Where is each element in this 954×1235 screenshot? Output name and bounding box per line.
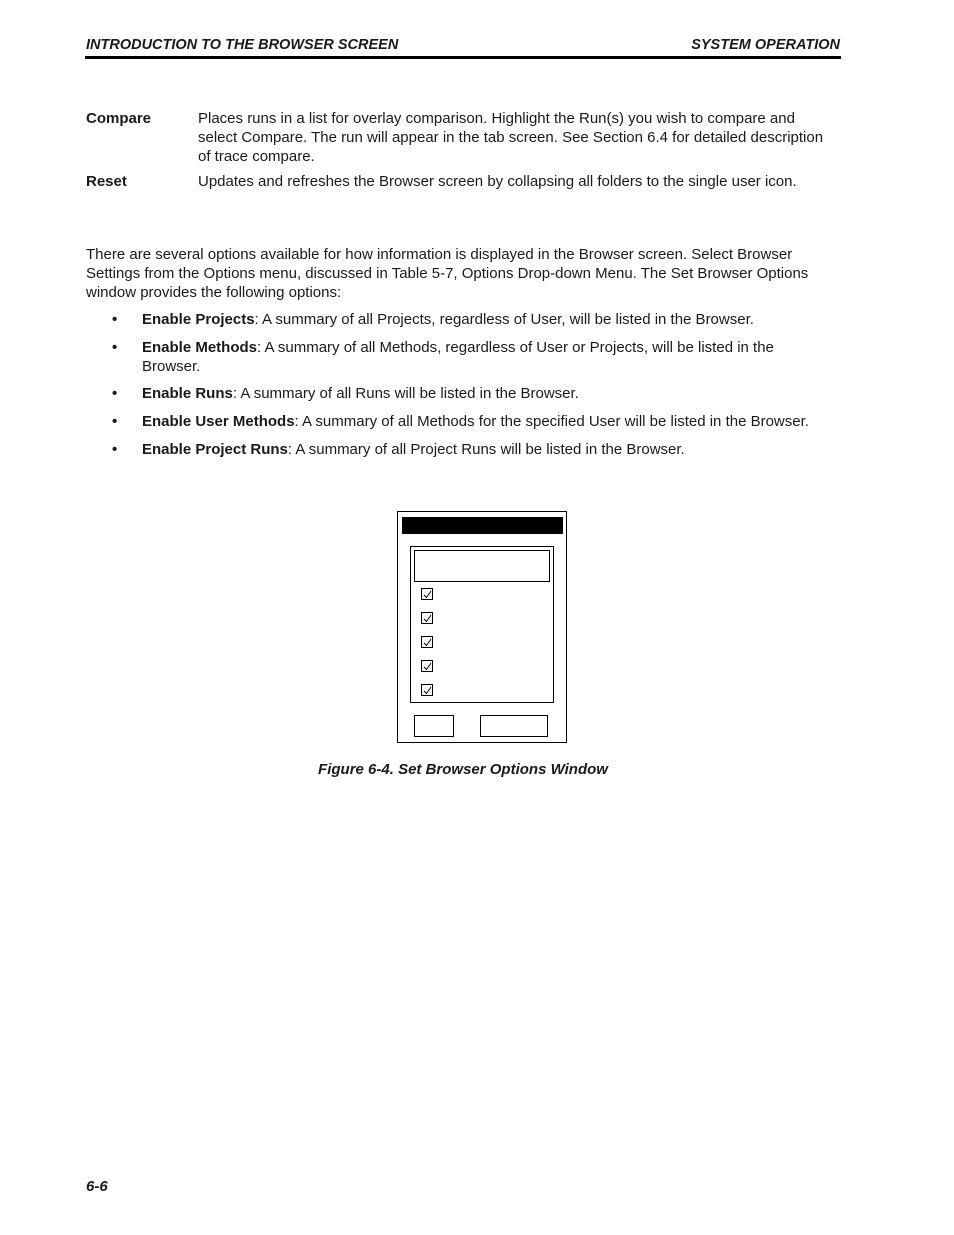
window-titlebar xyxy=(402,517,563,534)
bullet-icon: • xyxy=(112,385,118,403)
enable-projects-checkbox[interactable] xyxy=(421,588,433,600)
definition-description: Updates and refreshes the Browser screen by collapsing all folders to the single user icon. xyxy=(198,173,797,191)
bullet-icon: • xyxy=(112,338,118,356)
bullet-term: Enable Runs xyxy=(142,385,233,403)
options-panel xyxy=(410,546,554,703)
running-header xyxy=(85,36,841,59)
enable-methods-checkbox[interactable] xyxy=(421,612,433,624)
checkmark-icon xyxy=(423,662,432,671)
bullet-description: : A summary of all Methods, regardless of User or Projects, will be listed in the Browser. xyxy=(142,338,774,375)
checkmark-icon xyxy=(423,686,432,695)
bullet-description: : A summary of all Runs will be listed in the Browser. xyxy=(232,385,579,403)
bullet-icon: • xyxy=(112,413,118,431)
definition-reset xyxy=(86,173,846,192)
options-bullet-list xyxy=(110,311,830,469)
page-number: 6-6 xyxy=(86,1178,108,1195)
enable-project-runs-checkbox[interactable] xyxy=(421,684,433,696)
bullet-term: Enable Projects xyxy=(142,311,255,328)
ok-button[interactable] xyxy=(414,715,454,737)
bullet-term: Enable Methods xyxy=(142,338,258,356)
bullet-term: Enable Project Runs xyxy=(142,440,288,458)
list-item xyxy=(110,413,830,432)
definition-compare xyxy=(86,110,846,166)
user-field[interactable] xyxy=(414,550,550,582)
cancel-button[interactable] xyxy=(480,715,548,737)
enable-user-methods-checkbox[interactable] xyxy=(421,660,433,672)
checkmark-icon xyxy=(423,638,432,647)
checkmark-icon xyxy=(423,590,432,599)
bullet-icon: • xyxy=(112,311,118,328)
enable-runs-checkbox[interactable] xyxy=(421,636,433,648)
header-section-title: INTRODUCTION TO THE BROWSER SCREEN xyxy=(86,37,399,53)
bullet-description: : A summary of all Projects, regardless of User, will be listed in the Browser. xyxy=(254,311,754,328)
intro-paragraph: There are several options available for how information is displayed in the Browser screen. Select Browser Settings from the Options menu, discussed in Table 5-7, Options Drop-down Menu. The Set Browser Options window provides the following options: xyxy=(86,246,809,301)
list-item xyxy=(110,339,830,377)
header-chapter-title: SYSTEM OPERATION xyxy=(691,37,840,53)
list-item xyxy=(110,311,830,330)
checkmark-icon xyxy=(423,614,432,623)
bullet-term: Enable User Methods xyxy=(142,413,295,431)
bullet-icon: • xyxy=(112,440,118,458)
definition-term: Compare xyxy=(86,110,152,127)
bullet-description: : A summary of all Methods for the specified User will be listed in the Browser. xyxy=(294,413,809,431)
set-browser-options-figure xyxy=(397,511,567,743)
list-item xyxy=(110,441,830,460)
figure-caption: Figure 6-4. Set Browser Options Window xyxy=(318,761,608,778)
bullet-description: : A summary of all Project Runs will be listed in the Browser. xyxy=(287,440,685,458)
definition-list xyxy=(86,110,846,199)
list-item xyxy=(110,385,830,404)
definition-term: Reset xyxy=(86,173,127,191)
definition-description: Places runs in a list for overlay comparison. Highlight the Run(s) you wish to compare and select Compare. The run will appear in the tab screen. See Section 6.4 for detailed description of trace compare. xyxy=(198,110,824,165)
